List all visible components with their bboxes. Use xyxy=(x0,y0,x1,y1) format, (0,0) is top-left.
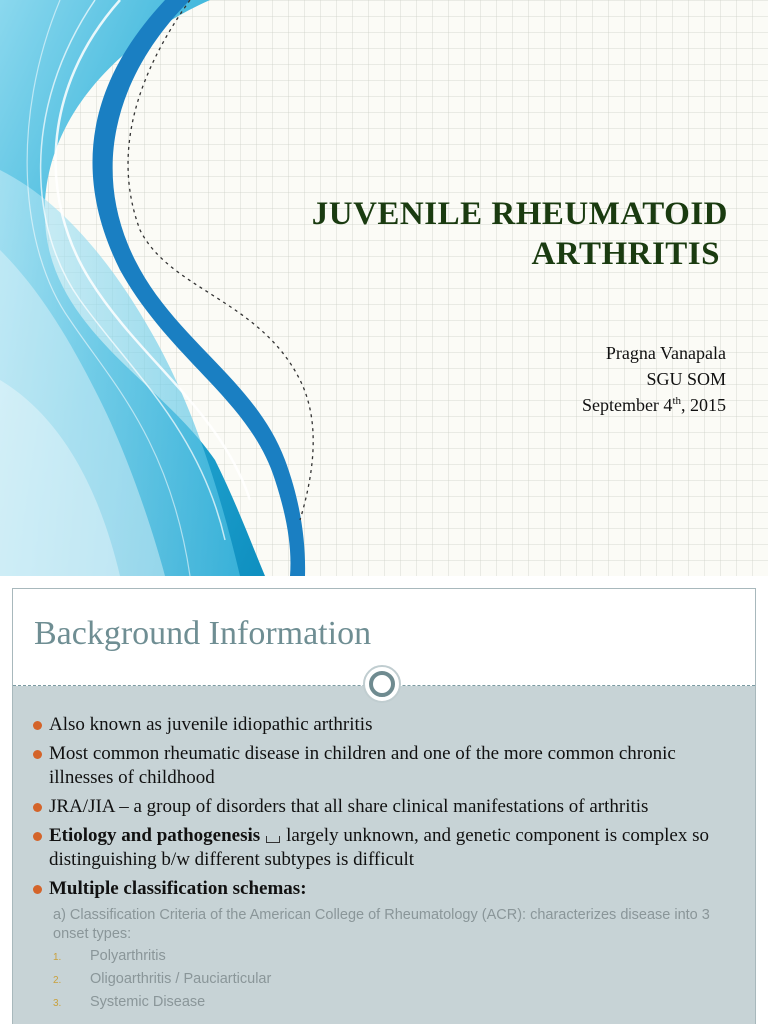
item-number: 1. xyxy=(53,952,62,963)
presenter-name: Pragna Vanapala xyxy=(605,343,726,363)
item-number: 3. xyxy=(53,998,62,1009)
organization: SGU SOM xyxy=(646,369,726,389)
bullet-text: JRA/JIA – a group of disorders that all share clinical manifestations of arthritis xyxy=(49,796,649,817)
bullet-text: largely unknown, and genetic component is complex so distinguishing b/w different subtypes is difficult xyxy=(49,825,709,870)
bullet-list xyxy=(33,713,743,1016)
numbered-item xyxy=(53,970,743,990)
ring-ornament-icon xyxy=(363,665,401,703)
bullet-dot-icon xyxy=(33,721,42,730)
presentation-date xyxy=(582,395,726,416)
acr-intro-text: a) Classification Criteria of the American College of Rheumatology (ACR): characterizes disease into 3 onset types: xyxy=(53,907,710,942)
bullet-dot-icon xyxy=(33,803,42,812)
bullet-dot-icon xyxy=(33,885,42,894)
slide-frame xyxy=(12,588,756,1024)
bullet-dot-icon xyxy=(33,832,42,841)
date-suffix: , 2015 xyxy=(681,395,726,415)
presentation-title-line-1: JUVENILE RHEUMATOID xyxy=(311,196,728,232)
bullet-text: Also known as juvenile idiopathic arthritis xyxy=(49,714,373,735)
numbered-item xyxy=(53,993,743,1013)
bullet-item-classification xyxy=(33,877,743,901)
background-slide xyxy=(0,576,768,1024)
date-prefix: September 4 xyxy=(581,395,673,415)
bullet-item xyxy=(33,713,743,737)
bullet-lead: Etiology and pathogenesis xyxy=(49,825,261,846)
item-label: Oligoarthritis / Pauciarticular xyxy=(90,971,272,987)
placeholder-glyph-icon xyxy=(266,836,280,843)
numbered-item xyxy=(53,947,743,967)
date-ordinal: th xyxy=(672,395,681,407)
bullet-dot-icon xyxy=(33,750,42,759)
item-label: Polyarthritis xyxy=(90,948,166,964)
bullet-lead: Multiple classification schemas: xyxy=(49,878,307,899)
slide-title: Background Information xyxy=(34,615,372,652)
bullet-item xyxy=(33,742,743,790)
presentation-title-line-2: ARTHRITIS xyxy=(531,236,720,272)
bullet-item xyxy=(33,795,743,819)
item-label: Systemic Disease xyxy=(90,994,206,1010)
bullet-item-etiology xyxy=(33,824,743,872)
item-number: 2. xyxy=(53,975,62,986)
bullet-text: Most common rheumatic disease in children and one of the more common chronic illnesses of childhood xyxy=(49,743,676,788)
